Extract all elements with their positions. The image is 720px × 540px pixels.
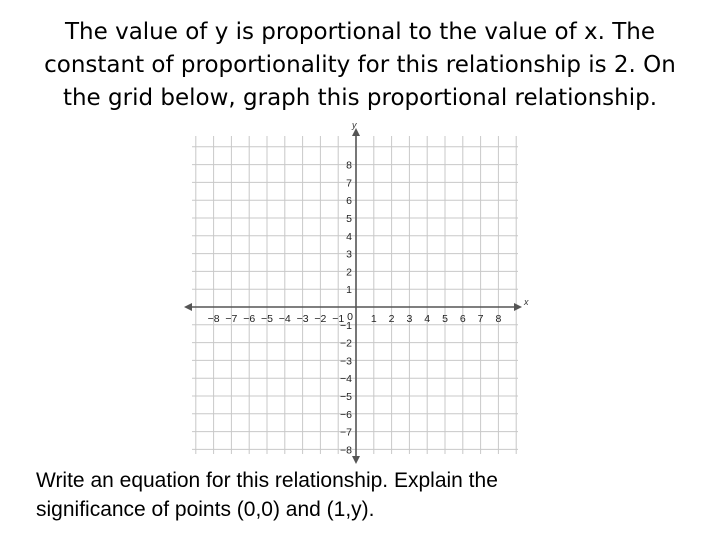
y-tick-label: −1: [340, 319, 352, 332]
x-tick-label: −4: [278, 313, 291, 325]
equation-prompt: [36, 466, 696, 524]
x-tick-label: −7: [225, 313, 238, 325]
question-line: the grid below, graph this proportional relationship.: [62, 85, 658, 111]
x-tick-label: 2: [388, 313, 395, 325]
y-tick-label: −3: [340, 355, 352, 368]
x-tick-label: 7: [477, 313, 484, 325]
y-tick-label: 8: [346, 159, 352, 172]
origin-label: 0: [347, 311, 353, 323]
x-tick-label: 6: [459, 313, 466, 325]
y-tick-label: 2: [346, 266, 352, 279]
x-tick-label: 4: [424, 313, 431, 325]
grid-lines: [192, 136, 518, 457]
y-tick-label: −7: [340, 426, 352, 439]
x-axis-arrow-left: [184, 303, 192, 311]
y-tick-label: 3: [346, 248, 352, 261]
y-tick-label: 4: [346, 230, 352, 243]
y-tick-label: 5: [346, 213, 352, 225]
x-tick-label: −8: [207, 313, 220, 325]
question-line: constant of proportionality for this relationship is 2. On: [44, 52, 676, 78]
y-tick-label: −6: [340, 408, 352, 421]
y-tick-label: 1: [346, 284, 352, 297]
x-tick-label: 3: [406, 313, 413, 325]
y-tick-label: −5: [340, 391, 352, 403]
x-tick-label: −3: [296, 313, 309, 325]
y-tick-label: 6: [346, 195, 352, 208]
x-tick-label: 5: [442, 313, 448, 325]
x-tick-label: −1: [332, 313, 345, 325]
x-axis-arrow-right: [514, 303, 522, 311]
y-tick-label: −4: [340, 373, 352, 386]
y-tick-label: 7: [346, 177, 352, 190]
question-line: The value of y is proportional to the value of x. The: [65, 19, 655, 45]
coordinate-grid[interactable]: [184, 120, 530, 465]
x-tick-label: 8: [495, 313, 502, 325]
x-axis-label: x: [524, 297, 529, 307]
prompt-line: Write an equation for this relationship. Explain the: [36, 469, 498, 492]
y-axis-label: y: [352, 120, 357, 130]
question-text: [20, 16, 700, 115]
y-tick-label: −2: [340, 337, 352, 350]
x-tick-label: 1: [370, 313, 377, 325]
x-tick-label: −5: [261, 313, 273, 325]
x-tick-label: −2: [314, 313, 327, 325]
y-tick-label: −8: [340, 444, 352, 457]
prompt-line: significance of points (0,0) and (1,y).: [36, 498, 375, 521]
x-tick-label: −6: [243, 313, 256, 325]
y-axis-arrow-down: [352, 456, 360, 464]
